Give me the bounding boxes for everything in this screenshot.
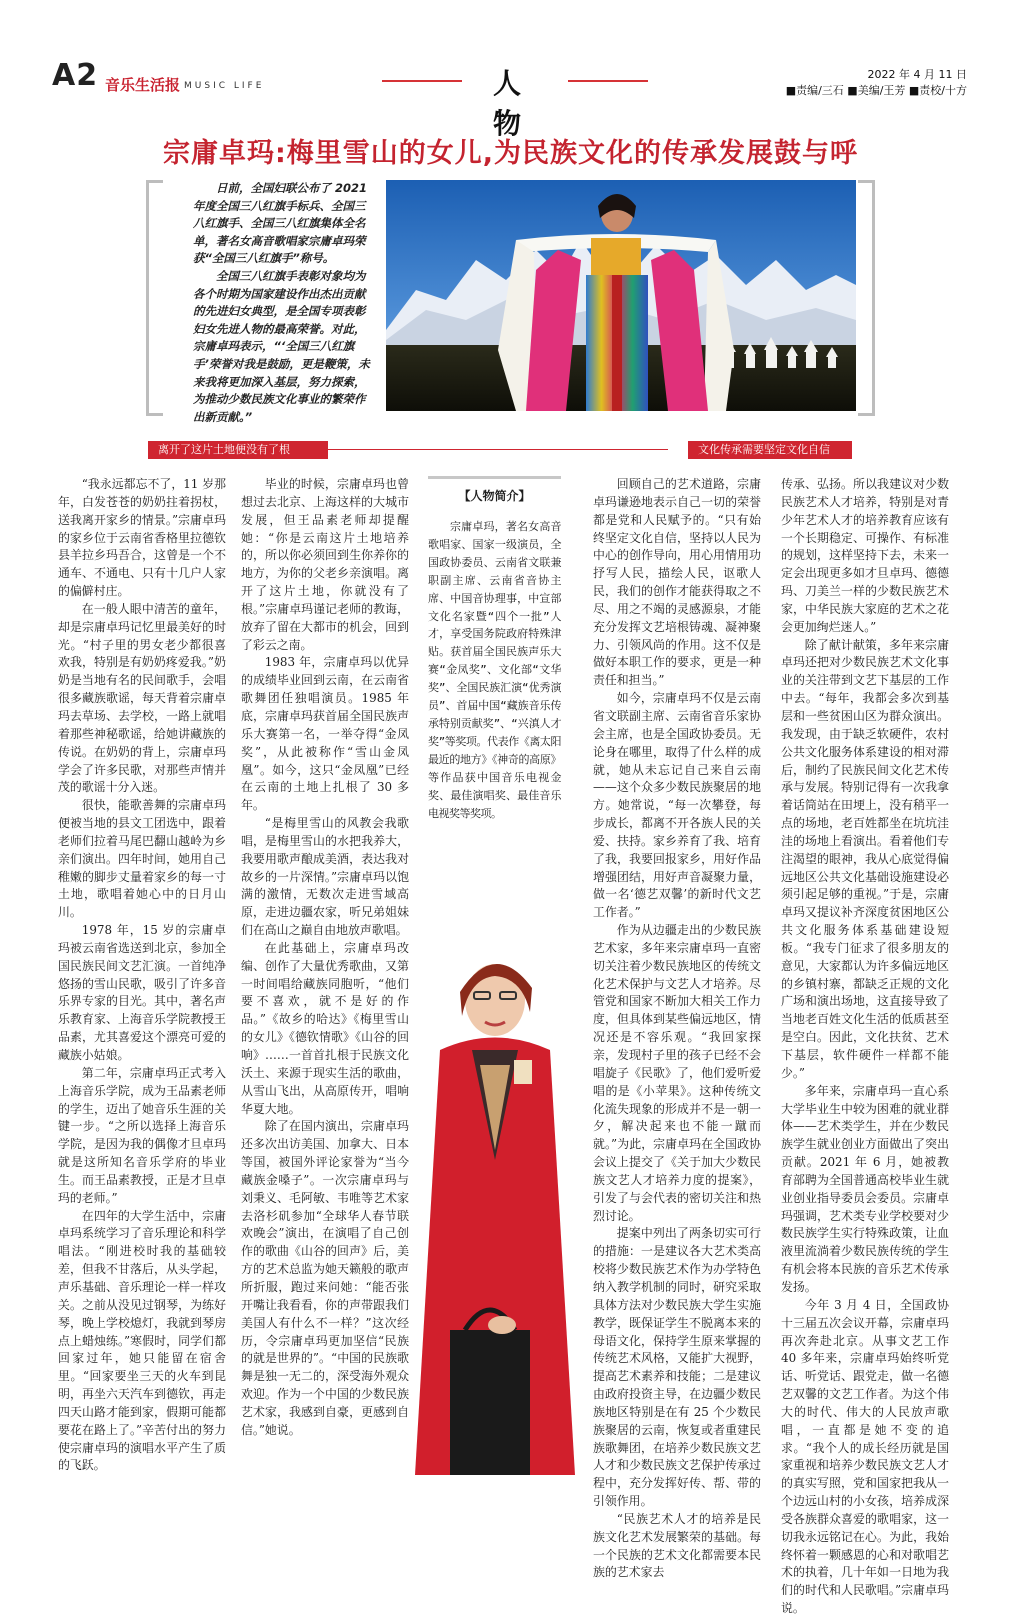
lead-paragraph: 全国三八红旗手表彰对象均为各个时期为国家建设作出杰出贡献的先进妇女典型，是全国专项表彰妇女先进人物的最高荣誉。对此，宗庸卓玛表示，“‘全国三八红旗手’荣誉对我是鼓励，更是鞭策，未来我将更加深入基层，努力探索，为推动少数民族文化事业的繁荣作出新贡献。” (193, 268, 370, 424)
article-headline: 宗庸卓玛:梅里雪山的女儿,为民族文化的传承发展鼓与呼 (162, 138, 859, 169)
article-column-1 (58, 476, 226, 1475)
header-rule-left (382, 80, 462, 82)
newspaper-english-name: MUSIC LIFE (184, 81, 265, 91)
profile-text: 宗庸卓玛，著名女高音歌唱家、国家一级演员，全国政协委员、云南省文联兼职副主席、云南省音协主席、中国音协理事，中宣部文化名家暨“四个一批”人才，享受国务院政府特殊津贴。获首届全国民族声乐大赛“金凤奖”、文化部“文华奖”、全国民族汇演“优秀演员”、首届中国“藏族音乐传承特别贡献奖”、“兴滇人才奖”等奖项。代表作《离太阳最近的地方》《神奇的高原》等作品获中国音乐电视金奖、最佳演唱奖、最佳音乐电视奖等奖项。 (428, 520, 561, 820)
issue-date: 2022 年 4 月 11 日 (867, 68, 967, 81)
paragraph: 传承、弘扬。所以我建议对少数民族艺术人才培养，特别是对青少年艺术人才的培养教育应该有一个长期稳定、可操作、有标准的规划，这样坚持下去，未来一定会出现更多如才旦卓玛、德德玛、刀美兰一样的少数民族艺术家，中华民族大家庭的艺术之花会更加绚烂迷人。” (781, 477, 949, 634)
lead-bracket-left (146, 180, 163, 416)
article-column-4 (593, 476, 761, 1582)
article-column-2 (241, 476, 409, 1440)
paragraph: 作为从边疆走出的少数民族艺术家，多年来宗庸卓玛一直密切关注着少数民族地区的传统文化艺术保护与文艺人才培养。尽管党和国家不断加大相关工作力度，但具体到某些偏远地区，情况还是不容乐观。“我回家探亲，发现村子里的孩子已经不会唱旋子《民歌》了，他们爱听爱唱的是《小苹果》。这种传统文化流失现象的形成并不是一朝一夕，解决起来也不能一蹴而就。”为此，宗庸卓玛在全国政协会议上提交了《关于加大少数民族文艺人才培养力度的提案》，引发了与会代表的密切关注和热烈讨论。 (593, 923, 761, 1223)
paragraph: 提案中列出了两条切实可行的措施：一是建议各大艺术类高校将少数民族艺术作为办学特色纳入教学机制的同时，研究采取具体方法对少数民族大学生实施教学，既保证学生不脱离本来的母语文化，保持学生原来掌握的传统艺术风格，又能扩大视野，提高艺术素养和技能；二是建议由政府投资主导，在边疆少数民族地区特别是在有 25 个少数民族聚居的云南，恢复或者重建民族歌舞团，在培养少数民族文艺人才和少数民族文艺保护传承过程中，充分发挥好传、帮、带的引领作用。 (593, 1226, 761, 1509)
paragraph: 很快，能歌善舞的宗庸卓玛便被当地的县文工团选中，跟着老师们拉着马尾巴翻山越岭为乡亲们演出。四年时间，她用自己稚嫩的脚步丈量着家乡的每一寸土地，歌唱着她心中的日月山川。 (58, 798, 226, 920)
paragraph: “民族艺术人才的培养是民族文化艺术发展繁荣的基础。每一个民族的艺术文化都需要本民族的艺术家去 (593, 1511, 761, 1580)
article-lead (193, 180, 373, 426)
section-bar-left: 离开了这片土地便没有了根 (148, 441, 328, 459)
paragraph: 除了献计献策，多年来宗庸卓玛还把对少数民族艺术文化事业的关注带到文艺下基层的工作中去。“每年，我都会多次到基层和一些贫困山区为群众演出。我发现，由于缺乏软硬件，农村公共文化服务体系建设的相对滞后，制约了民族民间文化艺术传承与发展。特别记得有一次我拿着话筒站在田埂上，没有稍平一点的场地，老百姓都坐在坑坑洼洼的场地上看演出。看着他们专注渴望的眼神，我从心底觉得偏远地区公共文化基础设施建设必须引起足够的重视。”于是，宗庸卓玛又提议补齐深度贫困地区公共文化服务体系基础建设短板。“我专门征求了很多朋友的意见，大家都认为许多偏远地区的乡镇村寨，都缺乏正规的文化广场和演出场地，这直接导致了当地老百姓文化生活的低质甚至是空白。因此，文化扶贫、艺术下基层，软件硬件一样都不能少。” (781, 637, 949, 1080)
lead-paragraph: 日前，全国妇联公布了 2021 年度全国三八红旗手标兵、全国三八红旗手、全国三八红旗集体全名单，著名女高音歌唱家宗庸卓玛荣获“全国三八红旗手”称号。 (193, 181, 368, 266)
paragraph: 第二年，宗庸卓玛正式考入上海音乐学院，成为王品素老师的学生，迈出了她音乐生涯的关键一步。“之所以选择上海音乐学院，是因为我的偶像才旦卓玛就是这所知名音乐学府的毕业生。而王品素教授，正是才旦卓玛的老师。” (58, 1065, 226, 1205)
paragraph: 除了在国内演出，宗庸卓玛还多次出访美国、加拿大、日本等国，被国外评论家誉为“当今藏族金嗓子”。一次宗庸卓玛与刘秉义、毛阿敏、韦唯等艺术家去洛杉矶参加“全球华人春节联欢晚会”演出，在演唱了自己创作的歌曲《山谷的回声》后，美方的艺术总监为她天籁般的歌声所折服，跑过来问她：“能否张开嘴让我看看，你的声带跟我们美国人有什么不一样？”这次经历，令宗庸卓玛更加坚信“民族的就是世界的”。“中国的民族歌舞是独一无二的，深受海外观众欢迎。作为一个中国的少数民族艺术家，我感到自豪，更感到自信。”她说。 (241, 1119, 409, 1437)
profile-title: 【人物简介】 (458, 489, 531, 503)
page-number: A2 (52, 58, 99, 93)
portrait-photo (410, 930, 580, 1475)
paragraph: 在一般人眼中清苦的童年，却是宗庸卓玛记忆里最美好的时光。“村子里的男女老少都很喜欢我，特别是有奶奶疼爱我。”奶奶是当地有名的民间歌手，会唱很多藏族歌谣，每天背着宗庸卓玛去草场、去学校，一路上就唱着那些神秘歌谣，给她讲藏族的传说。在奶奶的背上，宗庸卓玛学会了许多民歌，对那些声情并茂的歌谣十分入迷。 (58, 601, 226, 795)
paragraph: 1978 年，15 岁的宗庸卓玛被云南省选送到北京，参加全国民族民间文艺汇演。一首纯净悠扬的雪山民歌，吸引了许多音乐界专家的目光。其中，著名声乐教育家、上海音乐学院教授王品素，尤其喜爱这个漂亮可爱的藏族小姑娘。 (58, 923, 226, 1062)
section-title: 人 物 (492, 67, 537, 140)
paragraph: “是梅里雪山的风教会我歌唱，是梅里雪山的水把我养大，我要用歌声酿成美酒，表达我对故乡的一片深情。”宗庸卓玛以饱满的激情，无数次走进雪域高原，走进边疆农家，听兄弟姐妹们在高山之巅自由地放声歌唱。 (241, 816, 409, 938)
newspaper-name: 音乐生活报 (105, 76, 181, 94)
paragraph: 多年来，宗庸卓玛一直心系大学毕业生中较为困难的就业群体——艺术类学生，并在少数民族学生就业创业方面做出了突出贡献。2021 年 6 月，她被教育部聘为全国普通高校毕业生就业创业指导委员会委员。宗庸卓玛强调，艺术类专业学校要对少数民族学生实行特殊政策，让血液里流淌着少数民族传统的学生有机会将本民族的音乐艺术传承发扬。 (781, 1083, 949, 1294)
paragraph: 在此基础上，宗庸卓玛改编、创作了大量优秀歌曲，又第一时间唱给藏族同胞听，“他们要不喜欢，就不是好的作品。”《故乡的哈达》《梅里雪山的女儿》《德钦情歌》《山谷的回响》……一首首扎根于民族文化沃土、来源于现实生活的歌曲，从雪山飞出，从高原传开，唱响华夏大地。 (241, 940, 409, 1116)
hero-photo (386, 180, 856, 411)
paragraph: “我永远都忘不了，11 岁那年，白发苍苍的奶奶拄着拐杖，送我离开家乡的情景。”宗庸卓玛的家乡位于云南省香格里拉德钦县羊拉乡玛吾合，这曾是一个不通车、不通电、只有十几户人家的偏僻村庄。 (58, 477, 226, 599)
paragraph: 1983 年，宗庸卓玛以优异的成绩毕业回到云南，在云南省歌舞团任独唱演员。1985 年底，宗庸卓玛获首届全国民族声乐大赛第一名，一举夺得“金凤奖”，从此被称作“雪山金凤凰”。如今，这只“金凤凰”已经在云南的土地上扎根了 30 多年。 (241, 655, 409, 813)
paragraph: 在四年的大学生活中，宗庸卓玛系统学习了音乐理论和科学唱法。“刚进校时我的基础较差，但我不甘落后，从头学起，声乐基础、音乐理论一样一样攻关。之前从没见过钢琴，为练好琴，晚上学校熄灯，我就到琴房点上蜡烛练。”寒假时，同学们都回家过年，她只能留在宿舍里。“回家要坐三天的火车到昆明，再坐六天汽车到德钦，再走四天山路才能到家，假期可能都要花在路上了。”辛苦付出的努力使宗庸卓玛的演唱水平产生了质的飞跃。 (58, 1208, 226, 1473)
paragraph: 今年 3 月 4 日，全国政协十三届五次会议开幕，宗庸卓玛再次奔赴北京。从事文艺工作 40 多年来，宗庸卓玛始终听党话、听党话、跟党走，做一名德艺双馨的文艺工作者。为这个伟大的时代、伟大的人民放声歌唱，一直都是她不变的追求。“我个人的成长经历就是国家重视和培养少数民族文艺人才的真实写照，党和国家把我从一个边远山村的小女孩，培养成深受各族群众喜爱的歌唱家，这一切我永远铭记在心。为此，我始终怀着一颗感恩的心和对歌唱艺术的执着，几十年如一日地为我们的时代和人民歌唱。”宗庸卓玛说。 (781, 1297, 949, 1616)
section-bar-right: 文化传承需要坚定文化自信 (688, 441, 852, 459)
paragraph: 如今，宗庸卓玛不仅是云南省文联副主席、云南省音乐家协会主席，也是全国政协委员。无论身在哪里，取得了什么样的成就，她从未忘记自己来自云南——这个众多少数民族聚居的地方。她常说，“每一次攀登，每步成长，都离不开各族人民的关爱、扶持。家乡养育了我、培育了我，我要回报家乡，用好作品增强团结，用好声音凝聚力量，做一名‘德艺双馨’的新时代文艺工作者。” (593, 691, 761, 920)
section-rule-right (458, 449, 668, 450)
profile-box (428, 476, 561, 822)
paragraph: 毕业的时候，宗庸卓玛也曾想过去北京、上海这样的大城市发展，但王品素老师却提醒她：“你是云南这片土地培养的，所以你必须回到生你养你的地方，为你的父老乡亲演唱。离开了这片土地，你就没有了根。”宗庸卓玛谨记老师的教诲，放弃了留在大都市的机会，回到了彩云之南。 (241, 477, 409, 652)
paragraph: 回顾自己的艺术道路，宗庸卓玛谦逊地表示自己一切的荣誉都是党和人民赋予的。“只有始终坚定文化自信，坚持以人民为中心的创作导向，用心用情用功抒写人民，描绘人民，讴歌人民，我们的创作才能获得取之不尽、用之不竭的灵感源泉，才能充分发挥文艺培根铸魂、凝神聚力、引领风尚的作用。这不仅是做好本职工作的要求，更是一种责任和担当。” (593, 477, 761, 688)
article-column-5 (781, 476, 949, 1618)
header-rule-right (568, 80, 648, 82)
lead-bracket-right (858, 180, 875, 416)
editor-credits: ■责编/三石 ■美编/王芳 ■责校/十方 (785, 84, 967, 97)
